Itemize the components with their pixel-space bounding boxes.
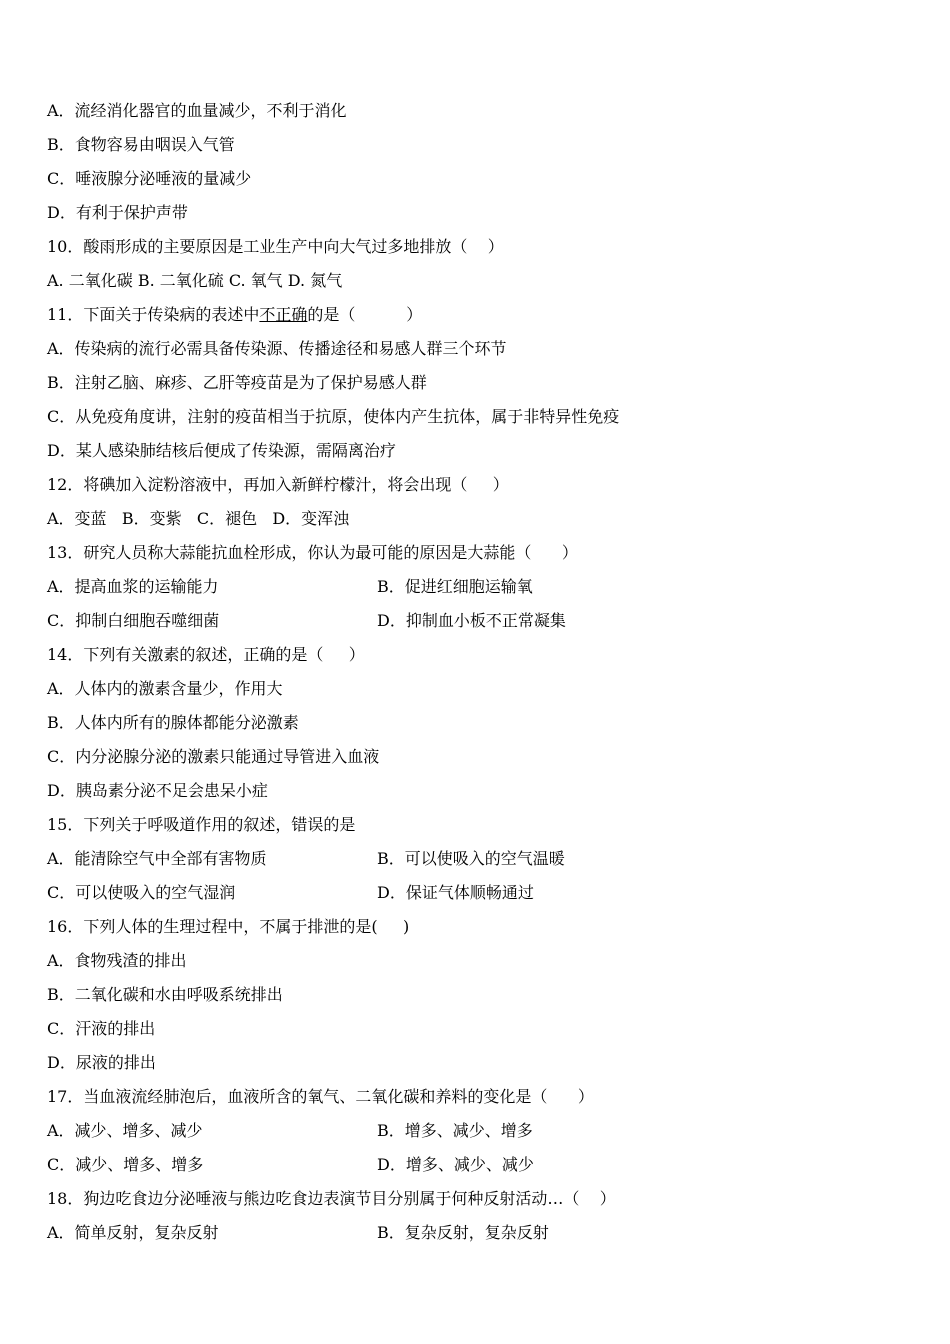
q10-stem: 10．酸雨形成的主要原因是工业生产中向大气过多地排放（ ） [47, 237, 504, 256]
q15-option-d: D．保证气体顺畅通过 [377, 883, 534, 902]
q13-option-c: C．抑制白细胞吞噬细菌 [47, 611, 220, 630]
q16-stem: 16．下列人体的生理过程中，不属于排泄的是( ) [47, 917, 410, 936]
q17-option-b: B．增多、减少、增多 [377, 1121, 533, 1140]
q11-option-a: A．传染病的流行必需具备传染源、传播途径和易感人群三个环节 [47, 339, 507, 358]
q14-option-b: B．人体内所有的腺体都能分泌激素 [47, 713, 299, 732]
q13-option-b: B．促进红细胞运输氧 [377, 577, 533, 596]
q16-option-b: B．二氧化碳和水由呼吸系统排出 [47, 985, 283, 1004]
q13-row-cd [47, 611, 566, 631]
q11-option-b: B．注射乙脑、麻疹、乙肝等疫苗是为了保护易感人群 [47, 373, 427, 392]
q14-option-a: A．人体内的激素含量少，作用大 [47, 679, 283, 698]
q16-option-c: C．汗液的排出 [47, 1019, 156, 1038]
q11-stem-pre: 11．下面关于传染病的表述中 [47, 305, 260, 324]
q10-options: A. 二氧化碳 B. 二氧化硫 C. 氧气 D. 氮气 [47, 271, 343, 290]
q17-option-c: C．减少、增多、增多 [47, 1155, 204, 1174]
q14-option-c: C．内分泌腺分泌的激素只能通过导管进入血液 [47, 747, 380, 766]
q15-option-a: A．能清除空气中全部有害物质 [47, 849, 267, 868]
q17-row-cd [47, 1155, 534, 1175]
q17-stem: 17．当血液流经肺泡后，血液所含的氧气、二氧化碳和养料的变化是（ ） [47, 1087, 594, 1106]
q18-stem: 18．狗边吃食边分泌唾液与熊边吃食边表演节目分别属于何种反射活动…（ ） [47, 1189, 616, 1208]
q15-stem: 15．下列关于呼吸道作用的叙述，错误的是 [47, 815, 356, 834]
q17-option-a: A．减少、增多、减少 [47, 1121, 203, 1140]
q18-option-b: B．复杂反射，复杂反射 [377, 1223, 549, 1242]
q15-option-b: B．可以使吸入的空气温暖 [377, 849, 565, 868]
q16-option-a: A．食物残渣的排出 [47, 951, 187, 970]
q17-row-ab [47, 1121, 533, 1141]
q13-stem: 13．研究人员称大蒜能抗血栓形成，你认为最可能的原因是大蒜能（ ） [47, 543, 578, 562]
q11-stem-post: 的是（ ） [307, 305, 423, 324]
q11-option-c: C．从免疫角度讲，注射的疫苗相当于抗原，使体内产生抗体，属于非特异性免疫 [47, 407, 620, 426]
q9-option-d: D．有利于保护声带 [47, 203, 188, 222]
q15-row-cd [47, 883, 534, 903]
q18-option-a: A．简单反射，复杂反射 [47, 1223, 219, 1242]
q13-row-ab [47, 577, 533, 597]
q11-option-d: D．某人感染肺结核后便成了传染源，需隔离治疗 [47, 441, 396, 460]
q15-row-ab [47, 849, 565, 869]
q14-stem: 14．下列有关激素的叙述，正确的是（ ） [47, 645, 365, 664]
q12-stem: 12．将碘加入淀粉溶液中，再加入新鲜柠檬汁，将会出现（ ） [47, 475, 509, 494]
q16-option-d: D．尿液的排出 [47, 1053, 156, 1072]
q9-option-a: A．流经消化器官的血量减少，不利于消化 [47, 101, 347, 120]
q11-stem-underline: 不正确 [259, 305, 308, 324]
q14-option-d: D．胰岛素分泌不足会患呆小症 [47, 781, 268, 800]
q17-option-d: D．增多、减少、减少 [377, 1155, 534, 1174]
q18-row-ab [47, 1223, 549, 1243]
q9-option-c: C．唾液腺分泌唾液的量减少 [47, 169, 252, 188]
q12-options: A．变蓝 B．变紫 C．褪色 D．变浑浊 [47, 509, 350, 528]
q15-option-c: C．可以使吸入的空气湿润 [47, 883, 236, 902]
q11-stem [47, 305, 422, 325]
q9-option-b: B．食物容易由咽误入气管 [47, 135, 235, 154]
q13-option-a: A．提高血浆的运输能力 [47, 577, 219, 596]
q13-option-d: D．抑制血小板不正常凝集 [377, 611, 566, 630]
